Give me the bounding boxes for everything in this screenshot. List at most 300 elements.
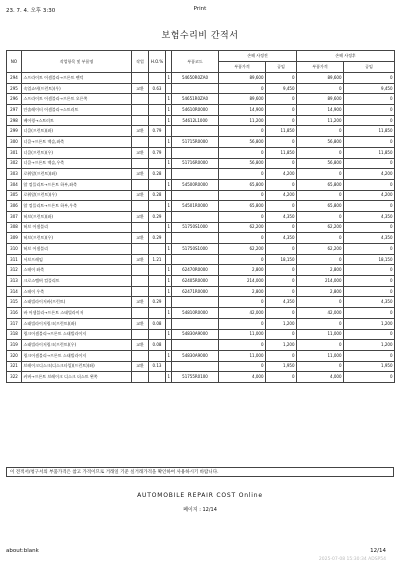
cell-work xyxy=(132,244,149,255)
cell-before-labor: 0 xyxy=(266,308,297,319)
cell-code: 51750S1000 xyxy=(172,222,219,233)
cell-before-part: 0 xyxy=(219,318,266,329)
cell-item: 커버→프론트 브레이크 디스크 더스트 왼쪽 xyxy=(22,372,132,383)
cell-hour: 0.28 xyxy=(149,169,166,180)
cell-no: 316 xyxy=(7,308,22,319)
cell-after-part: 0 xyxy=(297,83,344,94)
cell-before-labor: 4,350 xyxy=(266,211,297,222)
cell-work xyxy=(132,372,149,383)
table-row xyxy=(7,340,395,351)
cell-code xyxy=(172,211,219,222)
cell-after-labor: 0 xyxy=(344,179,395,190)
cell-qty: 1 xyxy=(166,286,172,297)
cell-item: 너클→프론트 액슬,좌측 xyxy=(22,137,132,148)
cell-after-labor: 4,350 xyxy=(344,297,395,308)
cell-work xyxy=(132,105,149,116)
col-work: 작업 xyxy=(132,51,149,73)
cell-item: 로워암(프런트)(좌) xyxy=(22,169,132,180)
cell-item: 스태빌라이저링크(프런트)(좌) xyxy=(22,318,132,329)
cell-code xyxy=(172,83,219,94)
table-row xyxy=(7,233,395,244)
cell-before-part: 62,200 xyxy=(219,244,266,255)
cell-after-labor: 9,450 xyxy=(344,83,395,94)
cell-after-part: 0 xyxy=(297,340,344,351)
cell-no: 317 xyxy=(7,318,22,329)
cell-work: 교환 xyxy=(132,297,149,308)
cell-before-part: 0 xyxy=(219,297,266,308)
cell-before-labor: 1,200 xyxy=(266,340,297,351)
cell-code: 54651R0ZA0 xyxy=(172,94,219,105)
cell-after-labor: 18,150 xyxy=(344,254,395,265)
cell-before-labor: 0 xyxy=(266,276,297,287)
page-counter: 12/14 xyxy=(370,548,386,554)
cell-item: 허브(프런트)(우) xyxy=(22,233,132,244)
cell-before-labor: 4,350 xyxy=(266,297,297,308)
cell-before-part: 56,800 xyxy=(219,137,266,148)
table-row xyxy=(7,201,395,212)
cell-before-part: 11,000 xyxy=(219,329,266,340)
cell-code: 51755R0100 xyxy=(172,372,219,383)
cell-no: 295 xyxy=(7,83,22,94)
cell-after-part: 2,800 xyxy=(297,265,344,276)
cell-hour xyxy=(149,222,166,233)
cell-after-labor: 0 xyxy=(344,244,395,255)
cell-hour: 0.08 xyxy=(149,318,166,329)
cell-code xyxy=(172,254,219,265)
table-row xyxy=(7,308,395,319)
page-title: 보험수리비 간적서 xyxy=(161,31,239,41)
cell-before-part: 4,000 xyxy=(219,372,266,383)
cell-hour: 0.29 xyxy=(149,233,166,244)
cell-before-labor: 0 xyxy=(266,286,297,297)
cell-before-part: 0 xyxy=(219,340,266,351)
cell-no: 299 xyxy=(7,126,22,137)
cell-before-part: 0 xyxy=(219,83,266,94)
cell-work: 교환 xyxy=(132,147,149,158)
table-row xyxy=(7,169,395,180)
cell-hour: 0.79 xyxy=(149,147,166,158)
cell-qty: 1 xyxy=(166,329,172,340)
cell-work xyxy=(132,115,149,126)
cell-code: 54830A9000 xyxy=(172,350,219,361)
cell-item: 서브프레임 xyxy=(22,254,132,265)
cell-after-part: 0 xyxy=(297,169,344,180)
cell-qty: 1 xyxy=(166,350,172,361)
cell-hour xyxy=(149,244,166,255)
cell-no: 294 xyxy=(7,73,22,84)
cell-after-labor: 4,200 xyxy=(344,169,395,180)
cell-work xyxy=(132,137,149,148)
cell-before-labor: 0 xyxy=(266,105,297,116)
cell-before-part: 11,200 xyxy=(219,115,266,126)
cell-work xyxy=(132,350,149,361)
price-notice: 이 견적서/청구서의 부품가격은 참고 가격이므로 거래일 기준 실거래가격을 확인하여 사용하시기 바랍니다. xyxy=(6,467,394,477)
cell-code: 54610R0000 xyxy=(172,105,219,116)
cell-no: 308 xyxy=(7,222,22,233)
cell-after-part: 89,600 xyxy=(297,94,344,105)
cell-qty: 1 xyxy=(166,308,172,319)
cell-before-part: 0 xyxy=(219,361,266,372)
cell-hour xyxy=(149,94,166,105)
cell-no: 322 xyxy=(7,372,22,383)
cell-after-labor: 0 xyxy=(344,137,395,148)
cell-before-labor: 0 xyxy=(266,115,297,126)
cell-after-part: 2,800 xyxy=(297,286,344,297)
cell-hour: 0.08 xyxy=(149,340,166,351)
cell-item: 스테이 좌측 xyxy=(22,265,132,276)
cell-after-part: 0 xyxy=(297,297,344,308)
cell-after-part: 65,800 xyxy=(297,179,344,190)
cell-after-part: 4,000 xyxy=(297,372,344,383)
cell-item: 바 어셈블리→프론트 스태빌라이저 xyxy=(22,308,132,319)
cell-no: 307 xyxy=(7,211,22,222)
cell-no: 309 xyxy=(7,233,22,244)
cell-qty: 1 xyxy=(166,94,172,105)
cell-work xyxy=(132,329,149,340)
table-row xyxy=(7,73,395,84)
cell-code xyxy=(172,297,219,308)
cell-before-part: 62,200 xyxy=(219,222,266,233)
cell-before-labor: 0 xyxy=(266,329,297,340)
cell-after-labor: 0 xyxy=(344,94,395,105)
table-row xyxy=(7,265,395,276)
cell-item: 너클→프론트 액슬,우측 xyxy=(22,158,132,169)
cell-after-part: 11,000 xyxy=(297,329,344,340)
cell-before-labor: 4,200 xyxy=(266,169,297,180)
cell-after-labor: 4,350 xyxy=(344,233,395,244)
cell-after-part: 89,600 xyxy=(297,73,344,84)
cell-work: 교환 xyxy=(132,318,149,329)
table-row xyxy=(7,115,395,126)
cell-before-labor: 11,850 xyxy=(266,126,297,137)
cell-after-part: 0 xyxy=(297,211,344,222)
cell-hour xyxy=(149,73,166,84)
table-row xyxy=(7,361,395,372)
cell-item: 안솔레이터 어셈블리→스트러트 xyxy=(22,105,132,116)
cell-after-labor: 0 xyxy=(344,265,395,276)
cell-hour: 0.29 xyxy=(149,297,166,308)
cell-code: 62470R0000 xyxy=(172,265,219,276)
col-group-after: 손해 사정후 xyxy=(297,51,395,62)
cell-work: 교환 xyxy=(132,233,149,244)
cell-before-part: 14,900 xyxy=(219,105,266,116)
cell-before-part: 65,800 xyxy=(219,179,266,190)
cell-no: 304 xyxy=(7,179,22,190)
cell-no: 311 xyxy=(7,254,22,265)
cell-item: 암 컴플리트→프론트 하부,좌측 xyxy=(22,179,132,190)
cell-item: 속업쇼버(프런트)(우) xyxy=(22,83,132,94)
cell-before-labor: 0 xyxy=(266,244,297,255)
cell-code xyxy=(172,147,219,158)
cell-item: 스태빌라이저링크(프런트)(우) xyxy=(22,340,132,351)
col-after-labor: 공임 xyxy=(344,62,395,73)
cell-before-part: 0 xyxy=(219,126,266,137)
cell-before-labor: 4,350 xyxy=(266,233,297,244)
cell-after-part: 0 xyxy=(297,254,344,265)
cell-work: 교환 xyxy=(132,190,149,201)
cell-after-labor: 11,850 xyxy=(344,147,395,158)
estimate-table xyxy=(6,50,395,383)
cell-after-labor: 0 xyxy=(344,308,395,319)
cell-before-labor: 0 xyxy=(266,222,297,233)
cell-work xyxy=(132,179,149,190)
cell-hour xyxy=(149,105,166,116)
cell-after-part: 11,200 xyxy=(297,115,344,126)
cell-qty: 1 xyxy=(166,73,172,84)
cell-after-labor: 1,200 xyxy=(344,318,395,329)
cell-item: 암 컴플리트→프론트 하부,우측 xyxy=(22,201,132,212)
cell-before-part: 0 xyxy=(219,169,266,180)
cell-code xyxy=(172,340,219,351)
cell-before-part: 214,000 xyxy=(219,276,266,287)
col-before-labor: 공임 xyxy=(266,62,297,73)
cell-before-part: 0 xyxy=(219,147,266,158)
cell-after-labor: 0 xyxy=(344,329,395,340)
cell-work xyxy=(132,201,149,212)
cell-item: 허브(프런트)(좌) xyxy=(22,211,132,222)
cell-before-labor: 0 xyxy=(266,158,297,169)
cell-after-labor: 1,200 xyxy=(344,340,395,351)
cell-before-part: 89,600 xyxy=(219,94,266,105)
cell-hour xyxy=(149,201,166,212)
cell-code xyxy=(172,361,219,372)
cell-item: 스프라이트 어셈블리→프론트 펜덕 xyxy=(22,73,132,84)
cell-after-labor: 4,350 xyxy=(344,211,395,222)
cell-before-labor: 4,200 xyxy=(266,190,297,201)
cell-work xyxy=(132,222,149,233)
cell-work: 교환 xyxy=(132,340,149,351)
cell-no: 305 xyxy=(7,190,22,201)
cell-after-part: 65,800 xyxy=(297,201,344,212)
cell-qty: 1 xyxy=(166,137,172,148)
cell-item: 허브 어셈블리 xyxy=(22,244,132,255)
cell-hour xyxy=(149,115,166,126)
col-no: NO xyxy=(7,51,22,73)
cell-qty: 1 xyxy=(166,158,172,169)
cell-hour xyxy=(149,350,166,361)
cell-code: 51715R0000 xyxy=(172,137,219,148)
cell-before-part: 11,000 xyxy=(219,350,266,361)
cell-hour: 0.63 xyxy=(149,83,166,94)
cell-after-labor: 0 xyxy=(344,73,395,84)
cell-after-labor: 0 xyxy=(344,286,395,297)
cell-work xyxy=(132,158,149,169)
cell-before-part: 89,600 xyxy=(219,73,266,84)
table-row xyxy=(7,222,395,233)
table-row xyxy=(7,297,395,308)
cell-no: 320 xyxy=(7,350,22,361)
cell-hour xyxy=(149,276,166,287)
cell-no: 297 xyxy=(7,105,22,116)
cell-after-part: 0 xyxy=(297,147,344,158)
cell-item: 링크어셈블리→프론트 스태빌라이저 xyxy=(22,329,132,340)
table-row xyxy=(7,244,395,255)
table-row xyxy=(7,254,395,265)
cell-hour: 0.29 xyxy=(149,211,166,222)
cell-work xyxy=(132,265,149,276)
cell-no: 298 xyxy=(7,115,22,126)
cell-before-part: 0 xyxy=(219,190,266,201)
cell-before-part: 0 xyxy=(219,211,266,222)
table-row xyxy=(7,158,395,169)
cell-before-part: 42,000 xyxy=(219,308,266,319)
cell-hour: 0.79 xyxy=(149,126,166,137)
cell-after-part: 62,200 xyxy=(297,244,344,255)
cell-after-part: 62,200 xyxy=(297,222,344,233)
page-indicator: 페이지 : 12/14 xyxy=(183,507,217,513)
cell-item: 너클(프런트)(좌) xyxy=(22,126,132,137)
cell-code: 62471R0000 xyxy=(172,286,219,297)
cell-hour: 0.28 xyxy=(149,190,166,201)
col-group-before: 손해 사정전 xyxy=(219,51,297,62)
cell-after-part: 0 xyxy=(297,318,344,329)
cell-hour xyxy=(149,372,166,383)
table-row xyxy=(7,179,395,190)
cell-qty: 1 xyxy=(166,115,172,126)
print-datetime: 23. 7. 4. 오후 3:30 xyxy=(6,8,56,14)
cell-before-labor: 9,450 xyxy=(266,83,297,94)
cell-before-part: 2,800 xyxy=(219,286,266,297)
cell-item: 허브 어셈블리 xyxy=(22,222,132,233)
table-row xyxy=(7,276,395,287)
cell-after-labor: 1,950 xyxy=(344,361,395,372)
cell-item: 브레이크디스크(디스크타입)(프런트)(좌) xyxy=(22,361,132,372)
cell-after-labor: 0 xyxy=(344,372,395,383)
cell-item: 스테이 우측 xyxy=(22,286,132,297)
cell-work: 교환 xyxy=(132,83,149,94)
cell-before-labor: 11,850 xyxy=(266,147,297,158)
cell-before-labor: 18,150 xyxy=(266,254,297,265)
cell-before-labor: 1,950 xyxy=(266,361,297,372)
cell-before-part: 65,800 xyxy=(219,201,266,212)
cell-hour: 0.13 xyxy=(149,361,166,372)
cell-no: 300 xyxy=(7,137,22,148)
cell-no: 296 xyxy=(7,94,22,105)
cell-no: 310 xyxy=(7,244,22,255)
cell-before-labor: 0 xyxy=(266,350,297,361)
cell-hour xyxy=(149,286,166,297)
cell-after-part: 42,000 xyxy=(297,308,344,319)
cell-code xyxy=(172,233,219,244)
cell-before-part: 56,800 xyxy=(219,158,266,169)
col-after-part: 부품가격 xyxy=(297,62,344,73)
print-watermark: 2025-07-08 15:30:34 ADSP54 xyxy=(318,557,386,562)
cell-after-part: 0 xyxy=(297,233,344,244)
cell-hour xyxy=(149,137,166,148)
cell-before-labor: 0 xyxy=(266,179,297,190)
table-row xyxy=(7,372,395,383)
table-row xyxy=(7,147,395,158)
cell-hour: 1.21 xyxy=(149,254,166,265)
cell-code: 54650R0ZA0 xyxy=(172,73,219,84)
cell-no: 319 xyxy=(7,340,22,351)
cell-no: 318 xyxy=(7,329,22,340)
cell-item: 너클(프런트)(우) xyxy=(22,147,132,158)
cell-after-part: 56,800 xyxy=(297,137,344,148)
cell-code xyxy=(172,190,219,201)
cell-work xyxy=(132,94,149,105)
cell-before-labor: 0 xyxy=(266,372,297,383)
cell-item: 크로스멤버 컴플리트 xyxy=(22,276,132,287)
cell-item: 스태빌라이저바(프런트) xyxy=(22,297,132,308)
col-item: 작업항목 및 부품명 xyxy=(22,51,132,73)
cell-after-labor: 0 xyxy=(344,115,395,126)
table-row xyxy=(7,350,395,361)
cell-qty: 1 xyxy=(166,222,172,233)
cell-work: 교환 xyxy=(132,211,149,222)
col-hour: H.O.% xyxy=(149,51,166,73)
cell-after-labor: 0 xyxy=(344,222,395,233)
cell-qty: 1 xyxy=(166,372,172,383)
table-row xyxy=(7,105,395,116)
cell-code: 51716R0000 xyxy=(172,158,219,169)
cell-qty: 1 xyxy=(166,179,172,190)
cell-code: 54612L1000 xyxy=(172,115,219,126)
cell-before-labor: 0 xyxy=(266,265,297,276)
cell-item: 스프라이트 어셈블리→프론트 오른쪽 xyxy=(22,94,132,105)
col-code: 부품코드 xyxy=(172,51,219,73)
cell-code: 54830A9000 xyxy=(172,329,219,340)
cell-qty: 1 xyxy=(166,201,172,212)
print-label: Print xyxy=(193,6,207,12)
table-row xyxy=(7,211,395,222)
cell-no: 302 xyxy=(7,158,22,169)
table-row xyxy=(7,94,395,105)
table-row xyxy=(7,190,395,201)
table-header-row xyxy=(7,51,395,62)
table-row xyxy=(7,126,395,137)
cell-after-part: 214,000 xyxy=(297,276,344,287)
cell-work xyxy=(132,276,149,287)
cell-before-part: 0 xyxy=(219,233,266,244)
cell-no: 303 xyxy=(7,169,22,180)
cell-after-part: 0 xyxy=(297,361,344,372)
cell-work xyxy=(132,286,149,297)
cell-no: 301 xyxy=(7,147,22,158)
cell-after-labor: 0 xyxy=(344,350,395,361)
cell-code: 54501R0000 xyxy=(172,201,219,212)
cell-before-labor: 0 xyxy=(266,94,297,105)
cell-code xyxy=(172,126,219,137)
cell-item: 링크어셈블리→프론트 스태빌라이저 xyxy=(22,350,132,361)
page-url: about:blank xyxy=(6,548,39,554)
cell-after-labor: 0 xyxy=(344,276,395,287)
cell-after-labor: 11,850 xyxy=(344,126,395,137)
cell-hour xyxy=(149,329,166,340)
cell-hour xyxy=(149,158,166,169)
cell-hour xyxy=(149,308,166,319)
cell-after-labor: 4,200 xyxy=(344,190,395,201)
cell-code: 51750S1000 xyxy=(172,244,219,255)
cell-code: 54500R0000 xyxy=(172,179,219,190)
cell-qty: 1 xyxy=(166,276,172,287)
table-row xyxy=(7,329,395,340)
table-row xyxy=(7,137,395,148)
cell-after-labor: 0 xyxy=(344,158,395,169)
cell-work: 교환 xyxy=(132,254,149,265)
cell-hour xyxy=(149,179,166,190)
cell-work: 교환 xyxy=(132,169,149,180)
cell-code: 62405R0000 xyxy=(172,276,219,287)
cell-work: 교환 xyxy=(132,126,149,137)
cell-before-labor: 0 xyxy=(266,137,297,148)
cell-after-part: 0 xyxy=(297,190,344,201)
cell-code xyxy=(172,169,219,180)
cell-after-part: 11,000 xyxy=(297,350,344,361)
table-row xyxy=(7,83,395,94)
cell-work: 교환 xyxy=(132,361,149,372)
cell-no: 312 xyxy=(7,265,22,276)
